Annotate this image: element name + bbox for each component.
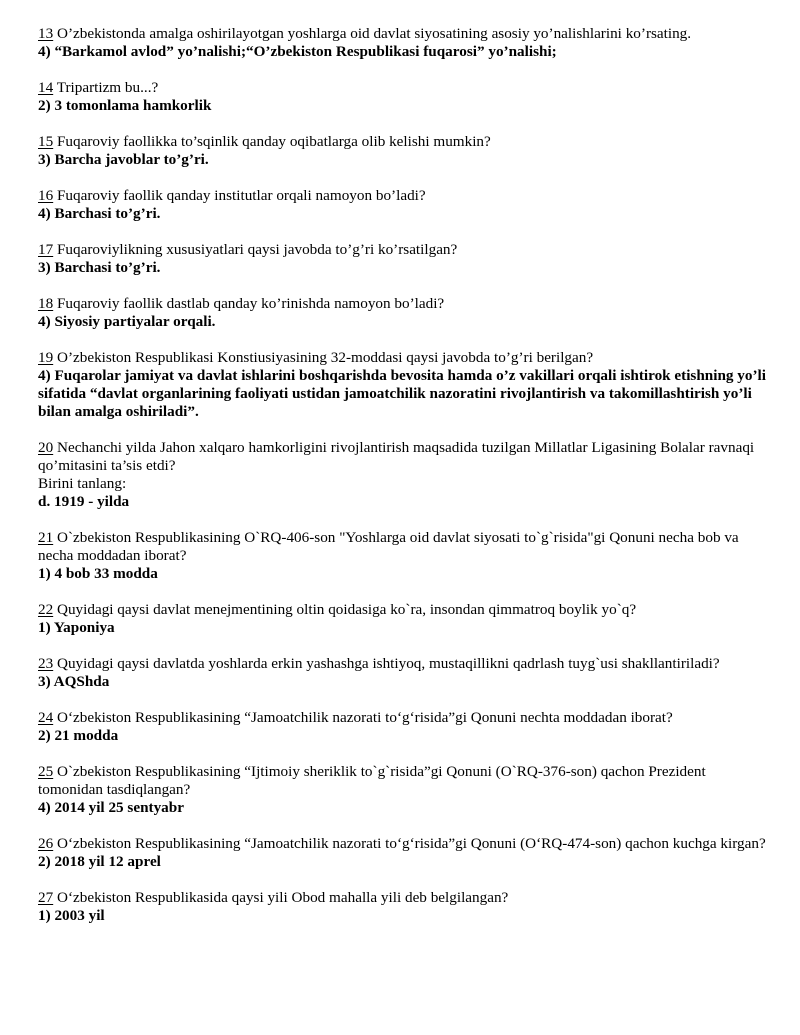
question-block-17: [38, 241, 773, 277]
question-block-13: [38, 25, 773, 61]
question-block-24: [38, 709, 773, 745]
question-body: Fuqaroviylikning xususiyatlari qaysi javobda to’g’ri ko’rsatilgan?: [56, 241, 458, 258]
question-text: [38, 529, 773, 565]
answer-text: 3) Barchasi to’g’ri.: [38, 259, 161, 276]
answer-text: 4) Fuqarolar jamiyat va davlat ishlarini boshqarishda bevosita hamda o’z vakillari orqali ishtirok etishning yo’li sifatida “davlat organlarining faoliyati ustidan jamoatchilik nazoratini rivojlantirish va takomillashtirish yo’li bilan amalga oshiriladi”.: [38, 367, 766, 420]
question-body: O‘zbekiston Respublikasida qaysi yili Obod mahalla yili deb belgilangan?: [56, 889, 509, 906]
question-number: 18: [38, 295, 54, 312]
question-body: Tripartizm bu...?: [56, 79, 159, 96]
question-text: [38, 349, 773, 367]
answer-text: 2) 3 tomonlama hamkorlik: [38, 97, 212, 114]
answer-text: 4) 2014 yil 25 sentyabr: [38, 799, 184, 816]
answer-text: 4) Barchasi to’g’ri.: [38, 205, 161, 222]
question-block-21: [38, 529, 773, 583]
question-number: 23: [38, 655, 54, 672]
question-text: [38, 889, 773, 907]
question-number: 27: [38, 889, 54, 906]
question-number: 15: [38, 133, 54, 150]
question-body: Fuqaroviy faollikka to’sqinlik qanday oqibatlarga olib kelishi mumkin?: [56, 133, 491, 150]
question-number: 14: [38, 79, 54, 96]
question-text: [38, 79, 773, 97]
question-text: [38, 601, 773, 619]
answer-text: 1) Yaponiya: [38, 619, 115, 636]
question-body: O’zbekistonda amalga oshirilayotgan yoshlarga oid davlat siyosatining asosiy yo’nalishlarini ko’rsating.: [56, 25, 692, 42]
question-text: [38, 439, 773, 475]
question-block-23: [38, 655, 773, 691]
answer-text: 1) 2003 yil: [38, 907, 105, 924]
question-text: [38, 655, 773, 673]
question-block-25: [38, 763, 773, 817]
document-page: [38, 25, 773, 943]
question-text: [38, 187, 773, 205]
question-body: O’zbekiston Respublikasi Konstiusiyasining 32-moddasi qaysi javobda to’g’ri berilgan?: [56, 349, 594, 366]
question-text: [38, 133, 773, 151]
question-body: Fuqaroviy faollik dastlab qanday ko’rinishda namoyon bo’ladi?: [56, 295, 445, 312]
question-block-15: [38, 133, 773, 169]
question-body: O`zbekiston Respublikasining O`RQ-406-son "Yoshlarga oid davlat siyosati to`g`risida"gi Qonuni necha bob va necha moddadan iborat?: [38, 529, 739, 564]
question-text: [38, 763, 773, 799]
answer-text: d. 1919 - yilda: [38, 493, 130, 510]
question-body: O`zbekiston Respublikasining “Ijtimoiy sheriklik to`g`risida”gi Qonuni (O`RQ-376-son) qachon Prezident tomonidan tasdiqlangan?: [38, 763, 706, 798]
question-body: Nechanchi yilda Jahon xalqaro hamkorligini rivojlantirish maqsadida tuzilgan Millatlar Ligasining Bolalar ravnaqi qo’mitasini ta’sis etdi?: [38, 439, 755, 474]
question-text: [38, 241, 773, 259]
question-block-27: [38, 889, 773, 925]
question-number: 21: [38, 529, 54, 546]
question-number: 16: [38, 187, 54, 204]
question-number: 20: [38, 439, 54, 456]
question-block-22: [38, 601, 773, 637]
question-text: [38, 25, 773, 43]
question-body: Fuqaroviy faollik qanday institutlar orqali namoyon bo’ladi?: [56, 187, 426, 204]
answer-text: 4) Siyosiy partiyalar orqali.: [38, 313, 216, 330]
answer-text: 3) Barcha javoblar to’g’ri.: [38, 151, 209, 168]
question-body: O‘zbekiston Respublikasining “Jamoatchilik nazorati to‘g‘risida”gi Qonuni nechta moddadan iborat?: [56, 709, 673, 726]
question-block-19: [38, 349, 773, 421]
question-number: 17: [38, 241, 54, 258]
question-block-14: [38, 79, 773, 115]
answer-text: 2) 2018 yil 12 aprel: [38, 853, 161, 870]
answer-text: 2) 21 modda: [38, 727, 119, 744]
answer-text: 3) AQShda: [38, 673, 110, 690]
question-block-16: [38, 187, 773, 223]
question-number: 19: [38, 349, 54, 366]
question-body: Quyidagi qaysi davlatda yoshlarda erkin yashashga ishtiyoq, mustaqillikni qadrlash tuyg`usi shakllantiriladi?: [56, 655, 720, 672]
question-number: 25: [38, 763, 54, 780]
question-text: [38, 835, 773, 853]
question-number: 22: [38, 601, 54, 618]
choose-one-instruction: Birini tanlang:: [38, 475, 127, 492]
question-number: 13: [38, 25, 54, 42]
question-block-18: [38, 295, 773, 331]
question-body: Quyidagi qaysi davlat menejmentining oltin qoidasiga ko`ra, insondan qimmatroq boylik yo`q?: [56, 601, 637, 618]
question-block-26: [38, 835, 773, 871]
question-text: [38, 709, 773, 727]
question-number: 24: [38, 709, 54, 726]
answer-text: 1) 4 bob 33 modda: [38, 565, 158, 582]
question-block-20: [38, 439, 773, 511]
question-body: O‘zbekiston Respublikasining “Jamoatchilik nazorati to‘g‘risida”gi Qonuni (O‘RQ-474-son) qachon kuchga kirgan?: [56, 835, 766, 852]
question-text: [38, 295, 773, 313]
question-number: 26: [38, 835, 54, 852]
answer-text: 4) “Barkamol avlod” yo’nalishi;“O’zbekiston Respublikasi fuqarosi” yo’nalishi;: [38, 43, 557, 60]
